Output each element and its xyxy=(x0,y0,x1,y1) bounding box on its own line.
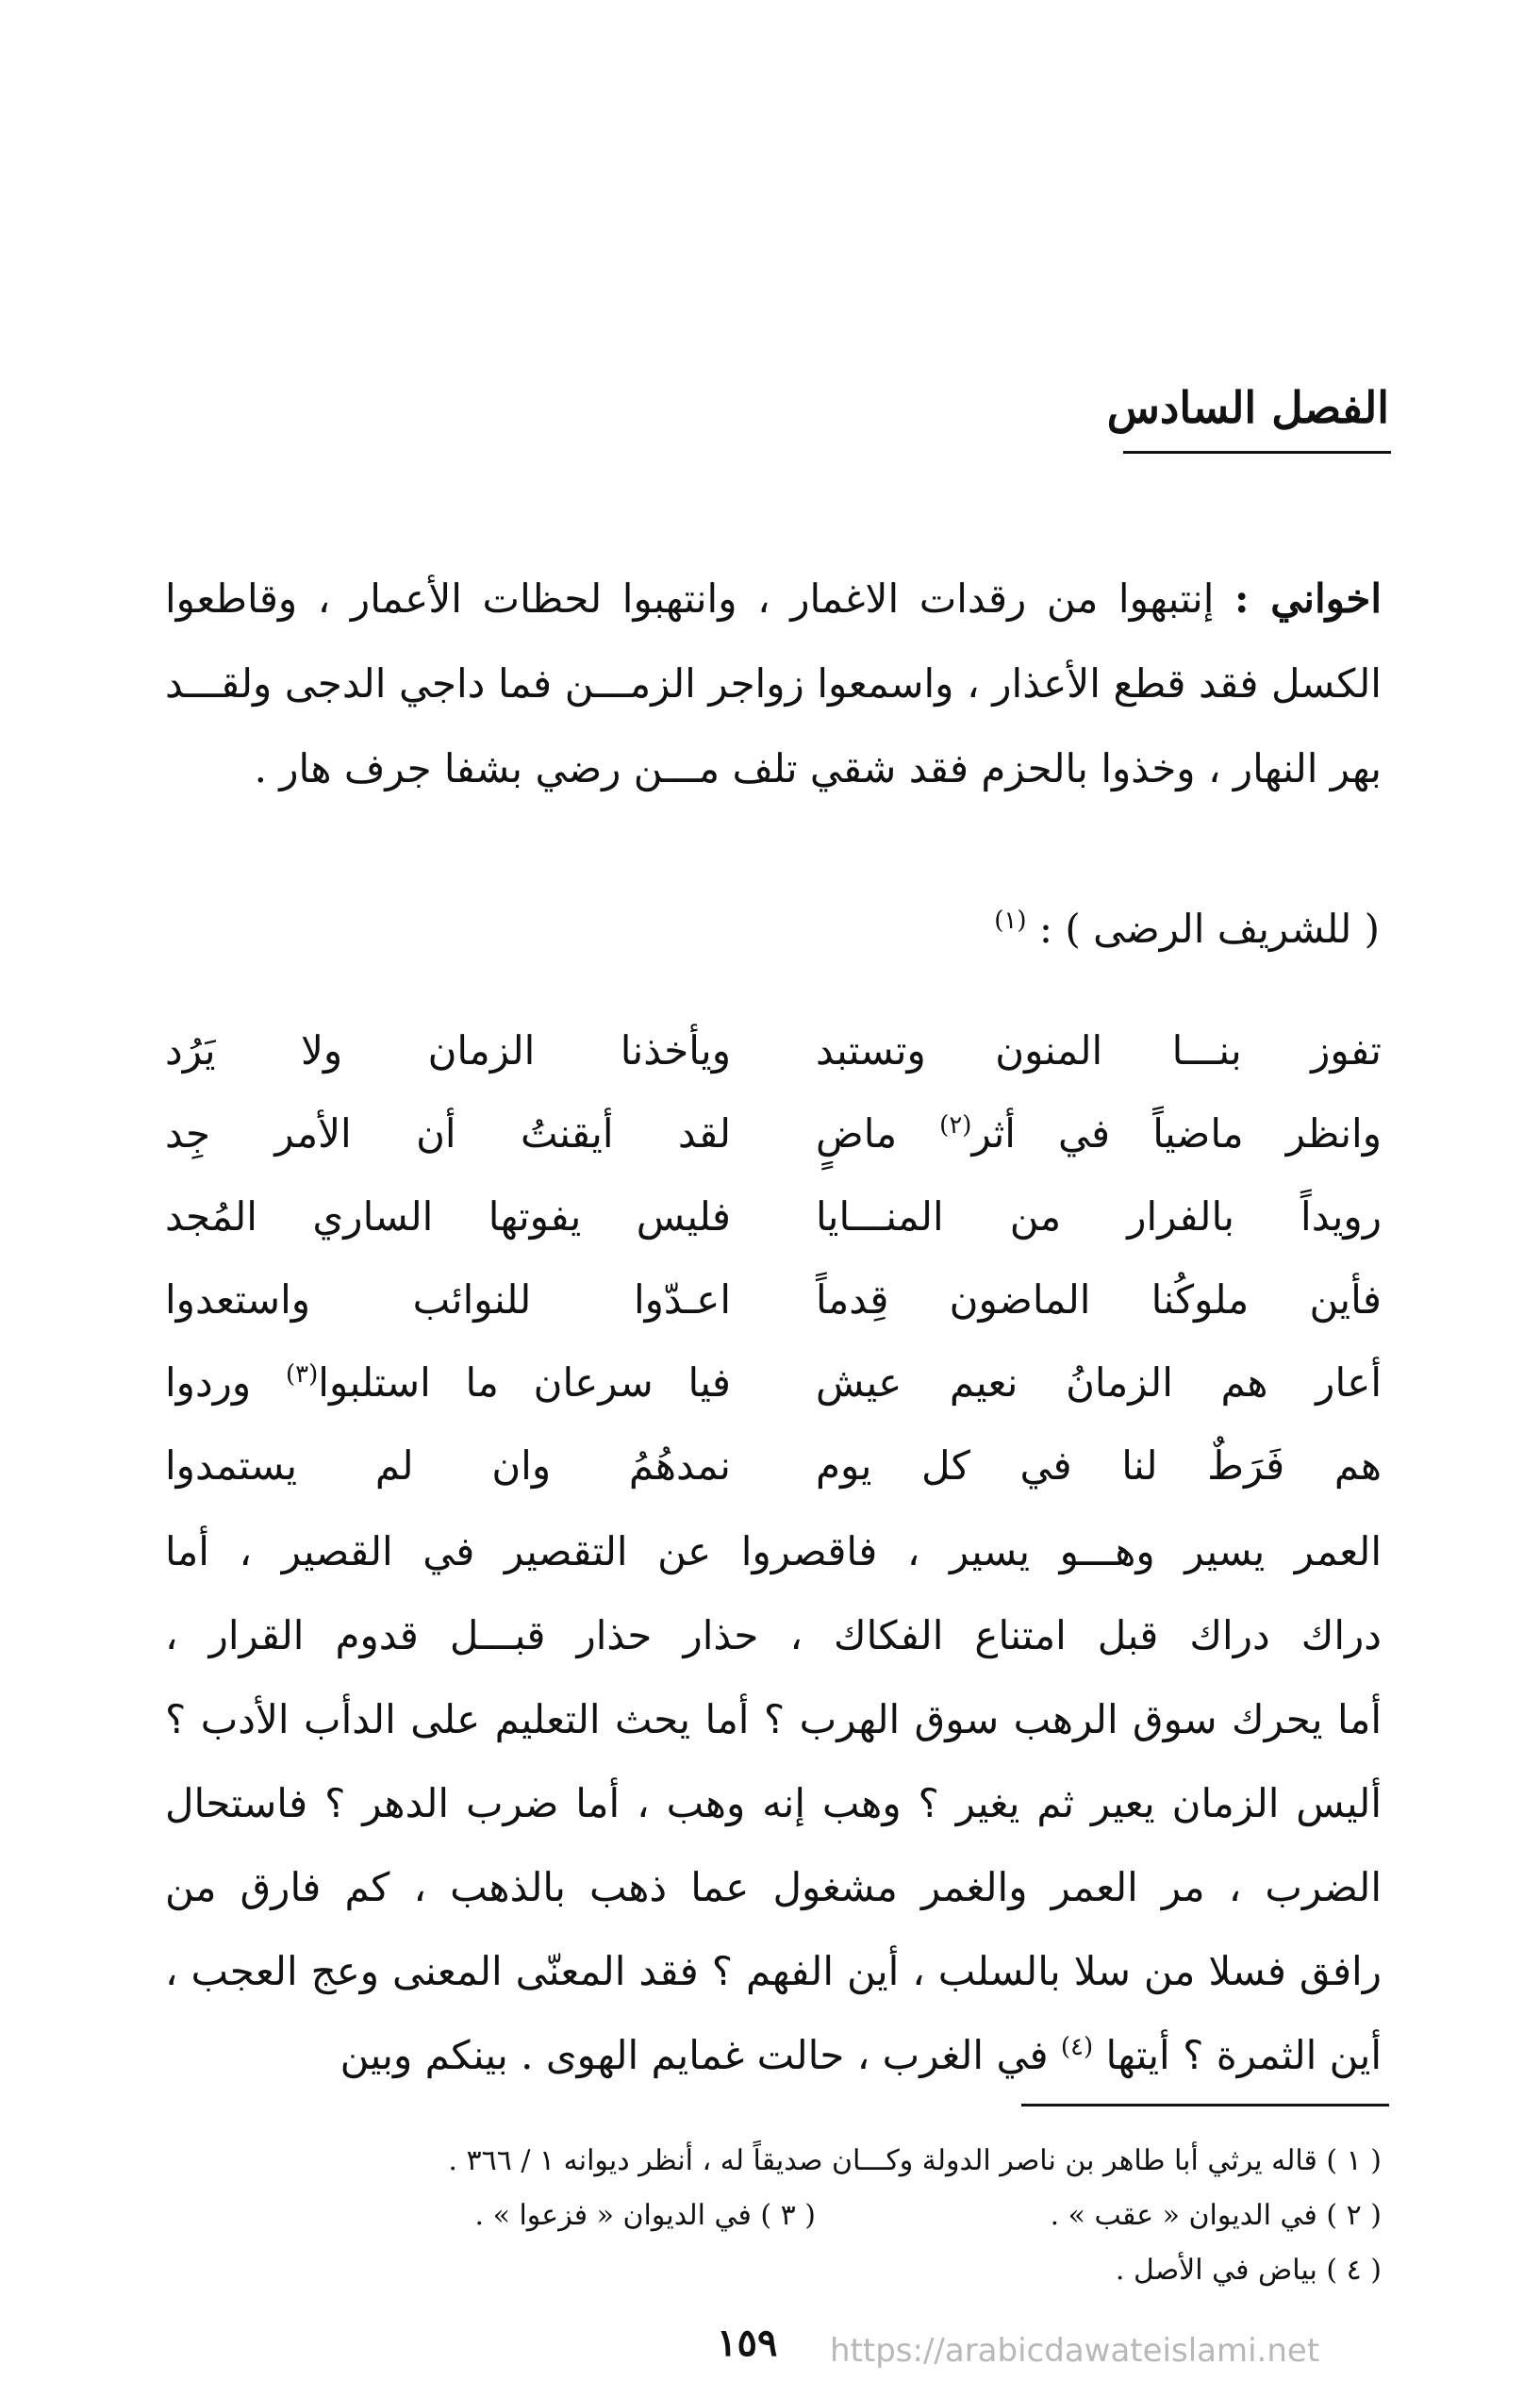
poem-verse xyxy=(165,1424,1382,1507)
hemistich-second: لقد أيقنتُ أن الأمر جِد xyxy=(165,1110,731,1157)
footnotes xyxy=(165,2134,1382,2298)
poem xyxy=(165,1009,1382,1507)
prose-paragraph xyxy=(165,1509,1382,2097)
hemistich-first: رويداً بالفرار من المنـــايا xyxy=(816,1193,1382,1240)
hemistich-text: فيا سرعان ما استلبوا xyxy=(318,1359,731,1406)
hemistich-first: تفوز بنـــا المنون وتستبد xyxy=(816,1027,1382,1074)
page-number: ١٥٩ xyxy=(717,2321,778,2365)
footnote-1: ( ١ ) قاله يرثي أبا طاهر بن ناصر الدولة وكـــان صديقاً له ، أنظر ديوانه ١ / ٣٦٦ . xyxy=(448,2144,1382,2177)
prose-line: أليس الزمان يعير ثم يغير ؟ وهب إنه وهب ، أما ضرب الدهر ؟ فاستحال xyxy=(165,1780,1382,1826)
footnote-3: ( ٣ ) في الديوان « فزعوا » . xyxy=(474,2199,816,2232)
prose-line: رافق فسلا من سلا بالسلب ، أين الفهم ؟ فقد المعنّى المعنى وعج العجب ، xyxy=(165,1948,1382,1994)
prose-text: في الغرب ، حالت غمايم الهوى . بينكم وبين xyxy=(339,2032,1049,2078)
footnote-4: ( ٤ ) بياض في الأصل . xyxy=(1115,2254,1382,2287)
prose-line xyxy=(165,2013,1382,2097)
intro-line: إنتبهوا من رقدات الاغمار ، وانتهبوا لحظات الأعمار ، xyxy=(317,575,1215,622)
intro-lead: اخواني : xyxy=(1234,575,1382,622)
footnote-mark: (٤) xyxy=(1060,2033,1094,2061)
footnote-separator xyxy=(1021,2104,1389,2107)
heading-underline xyxy=(1123,451,1391,454)
hemistich-second: اعـدّوا للنوائب واستعدوا xyxy=(165,1276,731,1323)
footnote-row xyxy=(165,2243,1382,2298)
hemistich-first xyxy=(816,1092,1382,1175)
hemistich-first: أعار هم الزمانُ نعيم عيش xyxy=(816,1359,1382,1406)
hemistich-first: فأين ملوكُنا الماضون قِدماً xyxy=(816,1276,1382,1323)
chapter-heading: الفصل السادس xyxy=(1106,382,1389,433)
poem-verse xyxy=(165,1341,1382,1424)
footnote-mark: (٣) xyxy=(286,1360,319,1389)
intro-line: بشفا جرف هار . xyxy=(254,745,523,791)
hemistich-second: ويأخذنا الزمان ولا يَرُد xyxy=(165,1027,731,1074)
intro-line: وقاطعوا الكسل فقد قطع الأعذار ، واسمعوا زواجر الزمـــن فما داجي xyxy=(165,575,1382,707)
hemistich-text: ماضٍ xyxy=(816,1110,898,1157)
hemistich-second xyxy=(165,1341,731,1424)
attribution-text: ( للشريف الرضى ) : xyxy=(1038,906,1380,952)
poem-verse xyxy=(165,1092,1382,1175)
footnote-row xyxy=(165,2189,1382,2243)
watermark-url: https://arabicdawateislami.net xyxy=(830,2332,1320,2370)
poem-verse xyxy=(165,1009,1382,1092)
footnote-row xyxy=(165,2134,1382,2189)
poem-attribution xyxy=(994,906,1380,952)
poem-verse xyxy=(165,1175,1382,1258)
poem-verse xyxy=(165,1258,1382,1341)
hemistich-second: فليس يفوتها الساري المُجد xyxy=(165,1193,731,1240)
hemistich-text: وردوا xyxy=(165,1359,252,1406)
prose-text: أين الثمرة ؟ أيتها xyxy=(1105,2032,1382,2078)
prose-line: العمر يسير وهـــو يسير ، فاقصروا عن التقصير في القصير ، أما xyxy=(165,1528,1382,1574)
footnote-mark: (١) xyxy=(994,907,1027,935)
intro-line: الدجى ولقـــد بهر النهار ، وخذوا بالحزم فقد شقي تلف مـــن رضي xyxy=(165,660,1382,791)
prose-line: الضرب ، مر العمر والغمر مشغول عما ذهب بالذهب ، كم فارق من xyxy=(165,1864,1382,1910)
footnote-mark: (٢) xyxy=(939,1111,972,1140)
hemistich-text: وانظر ماضياً في أثر xyxy=(971,1110,1382,1157)
hemistich-first: هم فَرَطٌ لنا في كل يوم xyxy=(816,1442,1382,1489)
prose-line: دراك دراك قبل امتناع الفكاك ، حذار حذار قبـــل قدوم القرار ، xyxy=(165,1612,1382,1658)
intro-paragraph xyxy=(165,557,1382,811)
footnote-2: ( ٢ ) في الديوان « عقب » . xyxy=(1050,2199,1382,2232)
prose-line: أما يحرك سوق الرهب سوق الهرب ؟ أما يحث التعليم على الدأب الأدب ؟ xyxy=(165,1696,1382,1742)
hemistich-second: نمدهُمُ وان لم يستمدوا xyxy=(165,1442,731,1489)
